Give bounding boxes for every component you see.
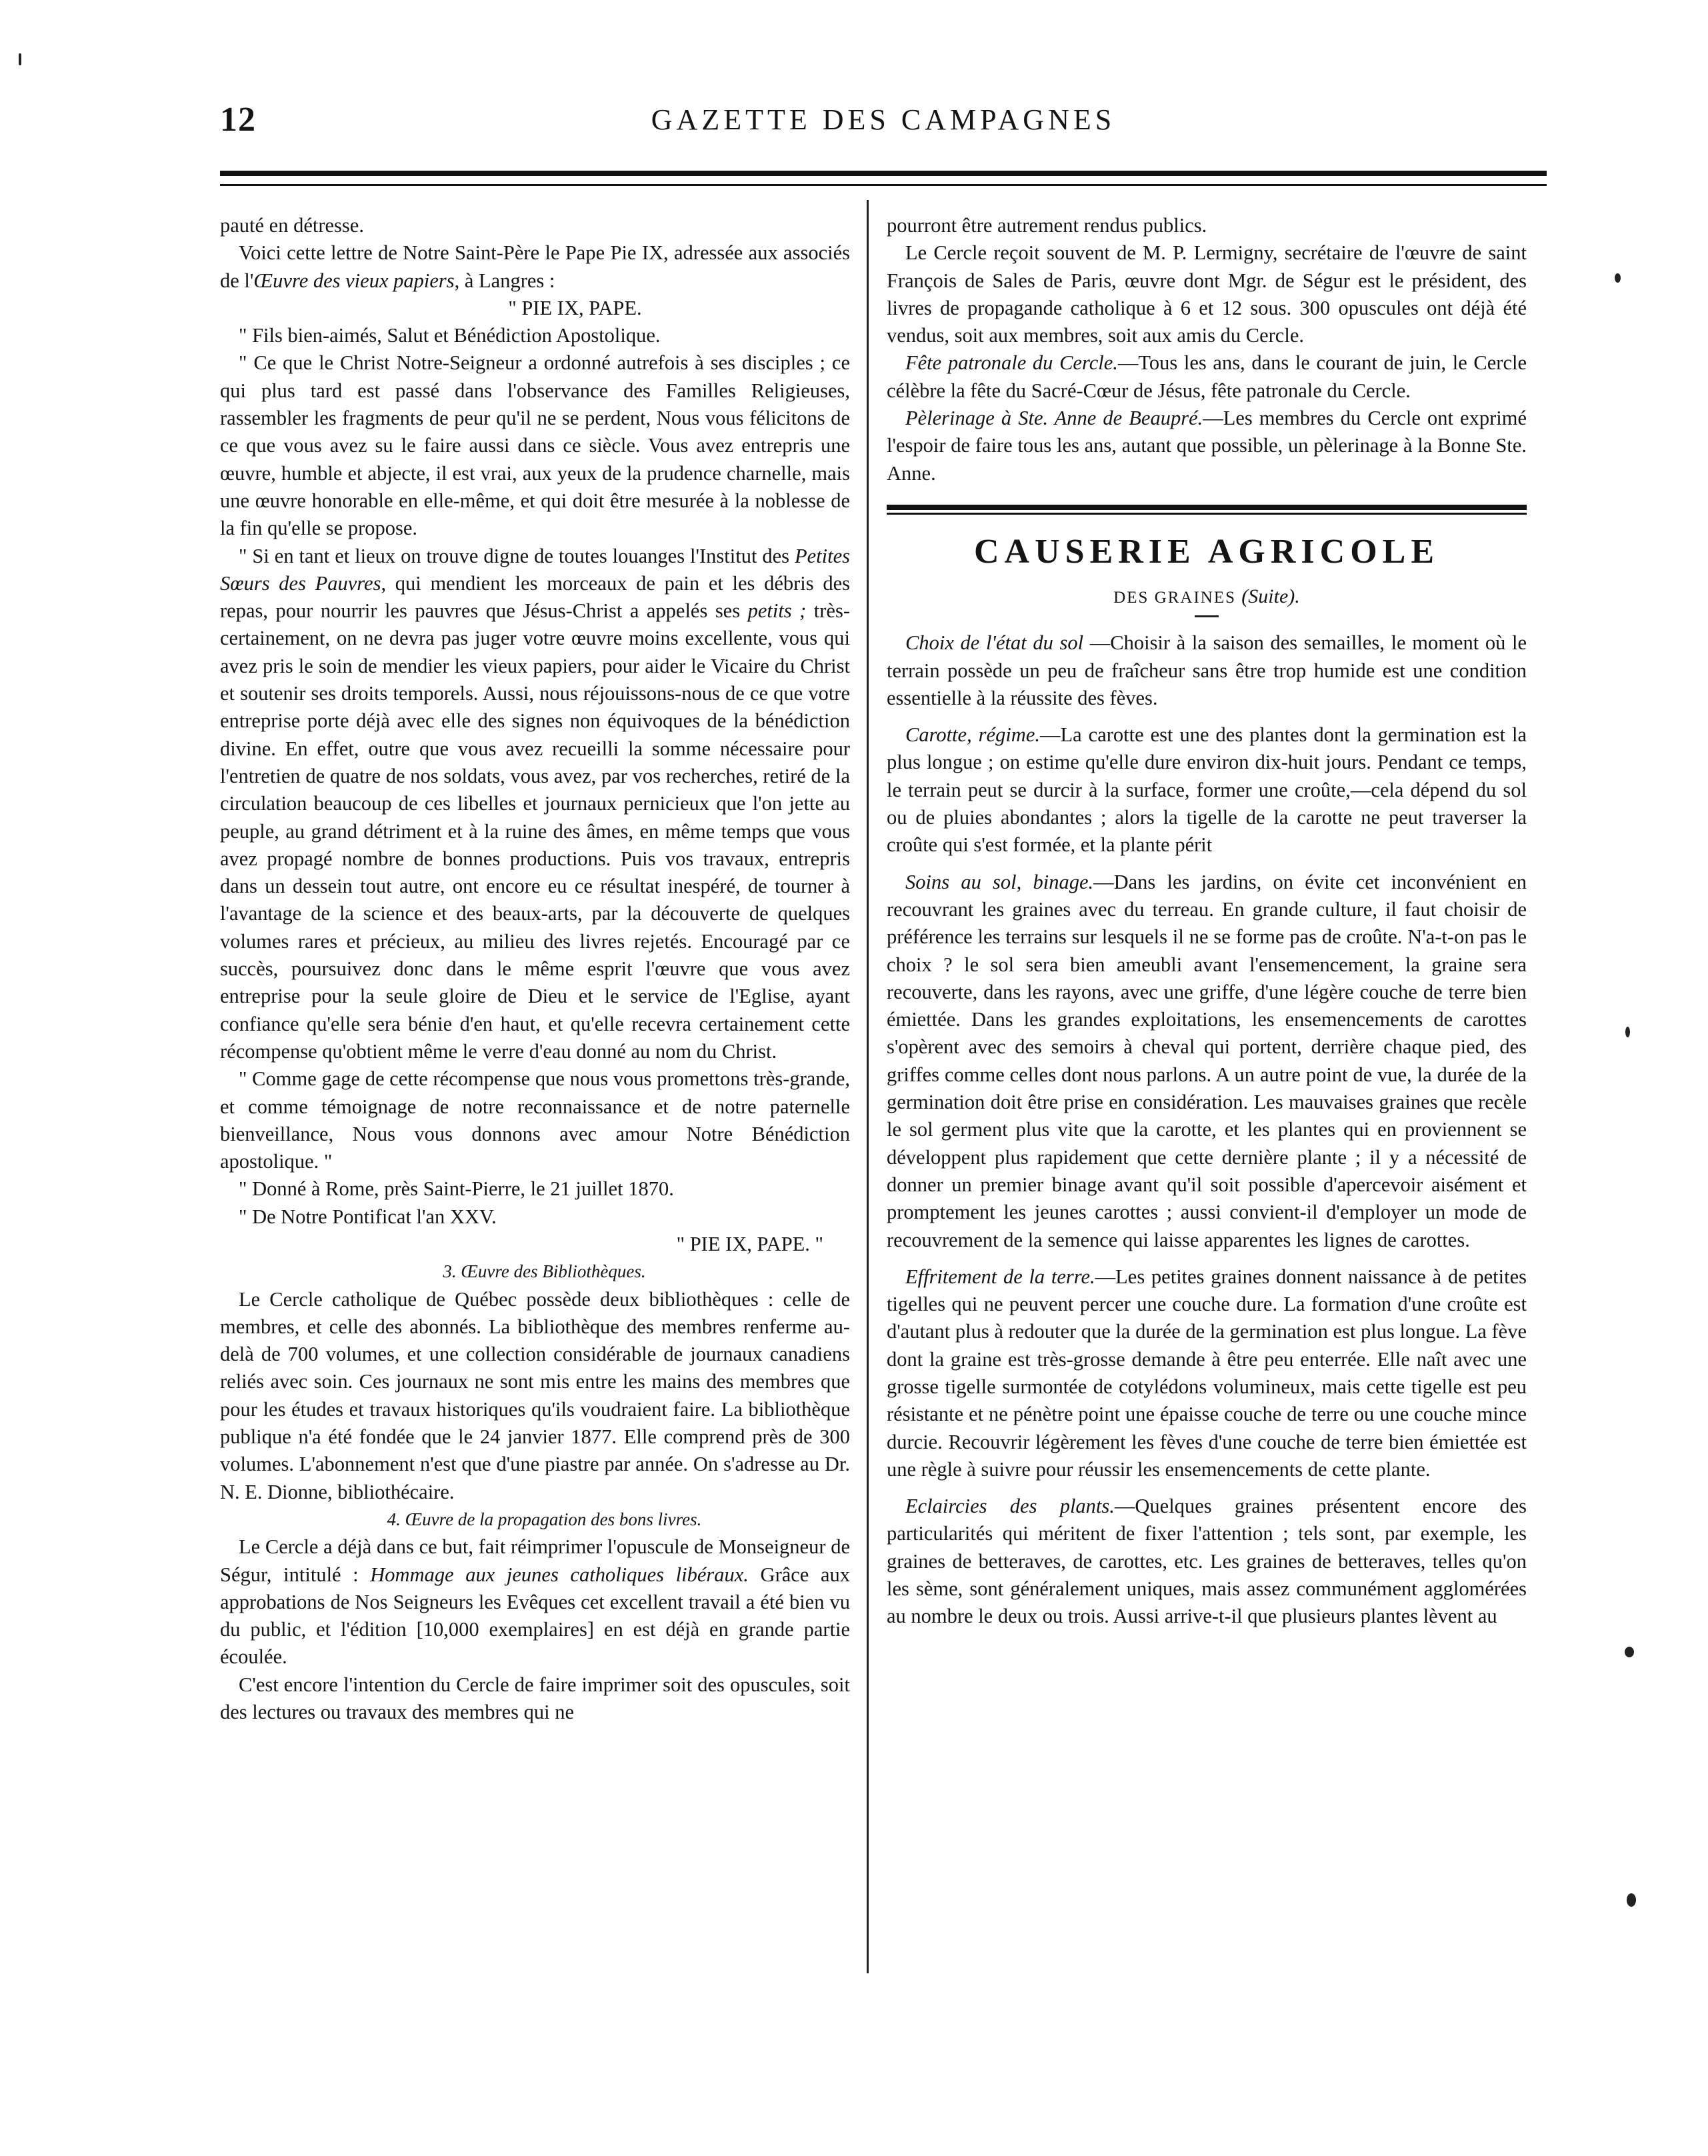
paragraph: " Si en tant et lieux on trouve digne de toutes louanges l'Institut des Petites Sœurs des Pauvres, qui mendient les morceaux de pain et les débris des repas, pour nourrir les pauvres que Jésus-Christ a appelés ses petits ; très-certainement, on ne devra pas juger votre œuvre moins excellente, vous qui avez pris le soin de mendier les vieux papiers, pour aider le Vicaire du Christ et soutenir ses droits temporels. Aussi, nous réjouissons-nous de ce que votre entreprise porte déjà avec elle des signes non équivoques de la bénédiction divine. En effet, outre que vous avez recueilli la somme nécessaire pour l'entretien de quatre de nos soldats, vous avez, par vos recherches, retiré de la circulation beaucoup de ces libelles et journaux pernicieux que l'on jette au peuple, au grand détriment et à la ruine des âmes, en même temps que vous avez propagé nombre de bonnes productions. Puis vos travaux, entrepris dans un dessein tout autre, ont encore eu ce résultat inespéré, de tourner à l'avantage de la science et des beaux-arts, par la découverte de quelques volumes rares et précieux, au milieu des livres rejetés. Encouragé par ce succès, poursuivez donc dans le même esprit l'œuvre que vous avez entreprise pour la seule gloire de Dieu et le service de l'Eglise, ayant confiance qu'elle sera bénie d'en haut, et qu'elle recevra certainement cette récompense qu'obtient même le verre d'eau donné au nom du Christ. bbox=[220, 544, 850, 1063]
left-column bbox=[220, 212, 850, 1726]
paragraph: " Ce que le Christ Notre-Seigneur a ordonné autrefois à ses disciples ; ce qui plus tard est passé dans l'observance des Familles Religieuses, rassembler les fragments de peur qu'il ne se perdent, Nous vous félicitons de ce que vous avez su le faire aussi dans ce siècle. Vous avez entrepris une œuvre, humble et abjecte, il est vrai, aux yeux de la prudence charnelle, mais une œuvre honorable en elle-même, et qui doit être mesurée à la noblesse de la fin qu'elle se propose. bbox=[220, 351, 850, 540]
section-rule-thick bbox=[887, 505, 1527, 510]
section-title: 3. Œuvre des Bibliothèques. bbox=[443, 1261, 646, 1282]
print-speck bbox=[19, 53, 21, 65]
print-speck bbox=[1625, 1027, 1630, 1037]
paragraph: Choix de l'état du sol —Choisir à la saison des semailles, le moment où le terrain possède un peu de fraîcheur sans être trop humide est une condition essentielle à la réussite des fèves. bbox=[887, 631, 1527, 709]
paragraph: Eclaircies des plants.—Quelques graines présentent encore des particularités qui méritent de fixer l'attention ; tels sont, par exemple, les graines de betteraves, de carottes, etc. Les graines de betteraves, telles qu'on les sème, sont généralement uniques, mais assez communément agglomérées au nombre le deux ou trois. Aussi arrive-t-il que plusieurs plantes lèvent au bbox=[887, 1495, 1527, 1628]
section-subheading: DES GRAINES (Suite). bbox=[1113, 585, 1300, 607]
page-header bbox=[220, 100, 1547, 153]
header-rule-thin bbox=[220, 184, 1547, 186]
print-speck bbox=[1627, 1893, 1636, 1907]
paragraph: pauté en détresse. bbox=[220, 214, 364, 237]
paragraph: Pèlerinage à Ste. Anne de Beaupré.—Les membres du Cercle ont exprimé l'espoir de faire tous les ans, autant que possible, un pèlerinage à la Bonne Ste. Anne. bbox=[887, 407, 1527, 485]
paragraph: " Fils bien-aimés, Salut et Bénédiction Apostolique. bbox=[239, 324, 661, 347]
paragraph: Carotte, régime.—La carotte est une des plantes dont la germination est la plus longue ; on estime qu'elle dure environ dix-huit jours. Pendant ce temps, le terrain peut se durcir à la surface, former une croûte,—cela dépend du sol ou de pluies abondantes ; alors la tigelle de la carotte ne peut traverser la croûte qui s'est formée, et la plante périt bbox=[887, 723, 1527, 857]
section-title: 4. Œuvre de la propagation des bons livres. bbox=[387, 1509, 702, 1529]
print-speck bbox=[1625, 1647, 1634, 1657]
column-divider bbox=[867, 200, 869, 1973]
paragraph: " Donné à Rome, près Saint-Pierre, le 21 juillet 1870. bbox=[239, 1177, 674, 1201]
ornament-dash bbox=[1195, 615, 1219, 617]
paragraph: Le Cercle reçoit souvent de M. P. Lermigny, secrétaire de l'œuvre de saint François de Sales de Paris, œuvre dont Mgr. de Ségur est le président, des livres de propagande catholique à 6 et 12 sous. 300 opuscules ont déjà été vendus, soit aux membres, soit aux amis du Cercle. bbox=[887, 241, 1527, 347]
paragraph: Soins au sol, binage.—Dans les jardins, on évite cet inconvénient en recouvrant les graines avec du terreau. En grande culture, il faut choisir de préférence les terrains sur lesquels il ne se forme pas de croûte. N'a-t-on pas le choix ? le sol sera bien ameubli avant l'ensemencement, la graine sera recouverte, dans les rayons, avec une griffe, d'une légère couche de terre bien émiettée. Dans les grandes exploitations, les ensemencements de carottes s'opèrent avec des semoirs à cheval qui portent, derrière chaque pied, des griffes comme celles dont nous parlons. A un autre point de vue, la durée de la germination doit être prise en considération. Les mauvaises graines que recèle le sol germent plus vite que la carotte, et les plantes qui en proviennent se développent plus rapidement que cette dernière plante ; il y a nécessité de donner un premier binage avant qu'il soit possible d'apercevoir aisément et promptement les jeunes carottes ; aussi convient-il d'employer un mode de recouvrement de la semence qui laisse apparentes les lignes de carottes. bbox=[887, 870, 1527, 1251]
running-title: GAZETTE DES CAMPAGNES bbox=[651, 103, 1116, 136]
section-heading: CAUSERIE AGRICOLE bbox=[973, 532, 1440, 571]
letter-heading: " PIE IX, PAPE. bbox=[508, 296, 642, 319]
paragraph: " Comme gage de cette récompense que nous vous promettons très-grande, et comme témoignage de notre reconnaissance et de notre paternelle bienveillance, Nous vous donnons avec amour Notre Bénédiction apostolique. " bbox=[220, 1067, 850, 1173]
paragraph: Fête patronale du Cercle.—Tous les ans, dans le courant de juin, le Cercle célèbre la fête du Sacré-Cœur de Jésus, fête patronale du Cercle. bbox=[887, 351, 1527, 402]
right-column bbox=[887, 212, 1527, 1631]
header-rule-thick bbox=[220, 171, 1547, 176]
signature: " PIE IX, PAPE. " bbox=[676, 1232, 823, 1255]
paragraph: C'est encore l'intention du Cercle de faire imprimer soit des opuscules, soit des lectures ou travaux des membres qui ne bbox=[220, 1673, 850, 1724]
section-rule-thin bbox=[887, 513, 1527, 515]
paragraph: Voici cette lettre de Notre Saint-Père le Pape Pie IX, adressée aux associés de l'Œuvre des vieux papiers, à Langres : bbox=[220, 241, 850, 292]
paragraph: Le Cercle catholique de Québec possède deux bibliothèques : celle de membres, et celle des abonnés. La bibliothèque des membres renferme au-delà de 700 volumes, et une collection considérable de journaux canadiens reliés avec soin. Ces journaux ne sont mis entre les mains des membres que pour les études et travaux historiques qu'ils voudraient faire. La bibliothèque publique n'a été fondée que le 24 janvier 1877. Elle comprend près de 300 volumes. L'abonnement n'est que d'une piastre par année. On s'adresse au Dr. N. E. Dionne, bibliothécaire. bbox=[220, 1287, 850, 1503]
page-number: 12 bbox=[220, 101, 256, 139]
paragraph: " De Notre Pontificat l'an XXV. bbox=[239, 1205, 497, 1228]
paragraph: Le Cercle a déjà dans ce but, fait réimprimer l'opuscule de Monseigneur de Ségur, intitulé : Hommage aux jeunes catholiques libéraux. Grâce aux approbations de Nos Seigneurs les Evêques cet excellent travail a été bien vu du public, et l'édition [10,000 exemplaires] en est déjà en grande partie écoulée. bbox=[220, 1535, 850, 1669]
paragraph: pourront être autrement rendus publics. bbox=[887, 214, 1207, 237]
paragraph: Effritement de la terre.—Les petites graines donnent naissance à de petites tigelles qui ne peuvent percer une couche dure. La formation d'une croûte est d'autant plus à redouter que la durée de la germination est plus longue. La fève dont la graine est très-grosse demande à être peu enterrée. Elle naît avec une grosse tigelle surmontée de cotylédons volumineux, mais cette tigelle est peu résistante et ne pénètre point une épaisse couche de terre ou une couche mince durcie. Recouvrir légèrement les fèves d'une couche de terre bien émiettée est une règle à suivre pour réussir les ensemencements de cette plante. bbox=[887, 1265, 1527, 1481]
print-speck bbox=[1615, 273, 1621, 283]
